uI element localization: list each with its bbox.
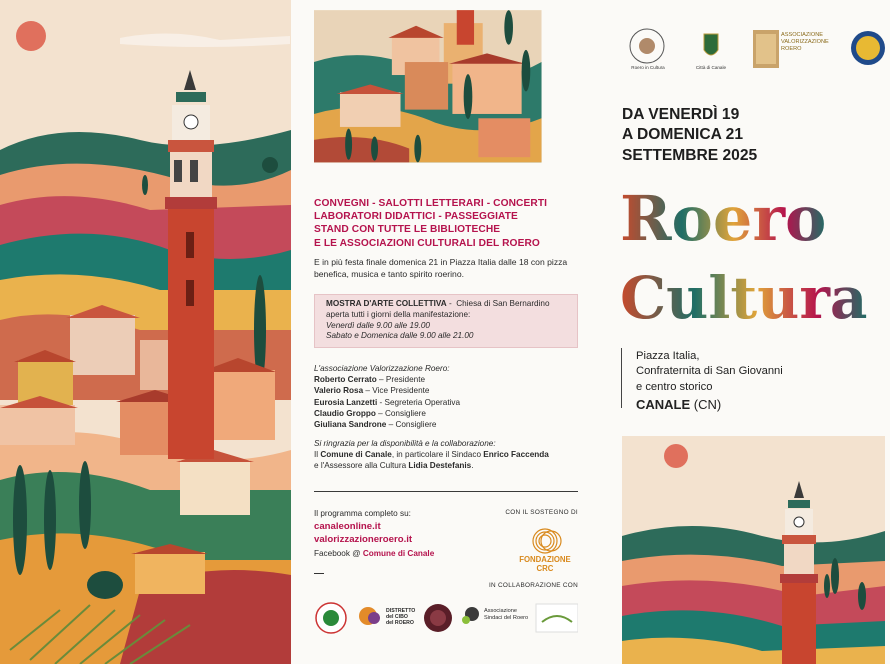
program-links xyxy=(314,507,474,560)
final-party-text: E in più festa finale domenica 21 in Piazza Italia dalle 18 con pizza benefica, musica e tanto spirito roerino. xyxy=(314,257,568,279)
event-dates xyxy=(622,105,757,166)
venue-city: CANALE (CN) xyxy=(636,397,722,413)
association-logo-text: ASSOCIAZIONE VALORIZZAZIONE ROERO xyxy=(781,32,829,53)
exhibition-hours-friday: Venerdì dalle 9.00 alle 19.00 xyxy=(326,320,430,330)
bell-tower-icon xyxy=(165,70,217,459)
link-canaleonline[interactable]: canaleonline.it xyxy=(314,521,381,533)
distretto-label: DISTRETTO del CIBO del ROERO xyxy=(386,608,416,627)
program-label: Il programma completo su: xyxy=(314,509,411,518)
events-headline xyxy=(314,197,574,250)
title-cultura: Cultura xyxy=(620,264,868,330)
board-member: Claudio Groppo – Consigliere xyxy=(314,408,426,418)
venue-line: Piazza Italia, xyxy=(636,350,700,362)
board-member: Valerio Rosa – Vice Presidente xyxy=(314,386,430,396)
lions-logo-icon xyxy=(851,31,885,65)
partner-logos xyxy=(314,600,578,636)
headline-line: LABORATORI DIDATTICI - PASSEGGIATE xyxy=(314,211,518,223)
sponsor-label: CON IL SOSTEGNO DI xyxy=(505,509,578,516)
exhibition-box: MOSTRA D'ARTE COLLETTIVA - Chiesa di San Bernardino aperta tutti i giorni della manifestazione: Venerdì dalle 9.00 alle 19.00 Sabato e Domenica dalle 9.00 alle 21.00 xyxy=(314,294,578,348)
date-line: SETTEMBRE 2025 xyxy=(622,146,758,164)
date-line: A DOMENICA 21 xyxy=(622,126,744,144)
short-dash xyxy=(314,573,324,574)
regione-logo-icon xyxy=(316,603,346,633)
sindaci-logo-icon xyxy=(462,607,479,624)
event-title xyxy=(618,180,888,330)
ente-logo-icon xyxy=(536,604,578,632)
board-member: Giuliana Sandrone – Consigliere xyxy=(314,420,437,430)
fondazione-crc-label: FONDAZIONE CRC xyxy=(519,555,571,573)
exhibition-hours-weekend: Sabato e Domenica dalle 9.00 alle 21.00 xyxy=(326,331,474,341)
thanks-line-1: Il Comune di Canale, in particolare il Sindaco Enrico Faccenda xyxy=(314,450,549,460)
venue-info xyxy=(636,349,783,413)
sun-icon xyxy=(16,21,46,51)
facebook-link[interactable]: Facebook @ Comune di Canale xyxy=(314,548,435,558)
sigillo-logo-icon xyxy=(424,604,452,632)
venue-line: Confraternita di San Giovanni xyxy=(636,365,783,378)
exhibition-place: Chiesa di San Bernardino xyxy=(456,299,550,308)
collaboration-label: IN COLLABORAZIONE CON xyxy=(488,582,578,589)
village-illustration xyxy=(314,0,577,176)
headline-line: STAND CON TUTTE LE BIBLIOTECHE xyxy=(314,224,501,236)
bell-tower-landscape-illustration xyxy=(0,0,291,664)
venue-divider xyxy=(621,348,622,408)
valorizzazione-roero-logo-icon xyxy=(753,30,779,68)
tower-illustration-small xyxy=(622,436,885,664)
thanks-line-2: e l'Assessore alla Cultura Lidia Destefanis. xyxy=(314,461,474,471)
headline-line: CONVEGNI - SALOTTI LETTERARI - CONCERTI xyxy=(314,198,548,209)
sun-icon xyxy=(664,444,688,468)
header-logos xyxy=(621,28,890,74)
venue-line: e centro storico xyxy=(636,380,713,393)
thanks-label: Si ringrazia per la disponibilità e la collaborazione: xyxy=(314,439,496,448)
exhibition-title: MOSTRA D'ARTE COLLETTIVA xyxy=(326,299,447,308)
canale-coat-of-arms-icon xyxy=(704,34,718,55)
cover-illustration-panel xyxy=(0,0,291,664)
exhibition-open-line: aperta tutti i giorni della manifestazione: xyxy=(326,309,471,319)
roero-in-cultura-logo-icon xyxy=(630,29,664,63)
date-line: DA VENERDÌ 19 xyxy=(622,106,740,123)
association-label: L'associazione Valorizzazione Roero: xyxy=(314,364,450,373)
acknowledgements xyxy=(314,438,578,472)
distretto-cibo-logo-icon xyxy=(359,607,380,625)
board-member: Eurosia Lanzetti - Segreteria Operativa xyxy=(314,397,461,407)
link-valorizzazioneroero[interactable]: valorizzazioneroero.it xyxy=(314,534,413,546)
canale-logo-label: Città di Canale xyxy=(695,65,727,70)
headline-line: E LE ASSOCIAZIONI CULTURALI DEL ROERO xyxy=(314,237,540,249)
divider xyxy=(314,491,578,492)
title-roero: Roero xyxy=(620,182,827,255)
roero-cultura-logo-label: Roero in Cultura xyxy=(631,65,665,70)
association-board xyxy=(314,363,578,430)
board-member: Roberto Cerrato – Presidente xyxy=(314,375,426,385)
sindaci-label: Associazione Sindaci del Roero xyxy=(484,608,529,621)
